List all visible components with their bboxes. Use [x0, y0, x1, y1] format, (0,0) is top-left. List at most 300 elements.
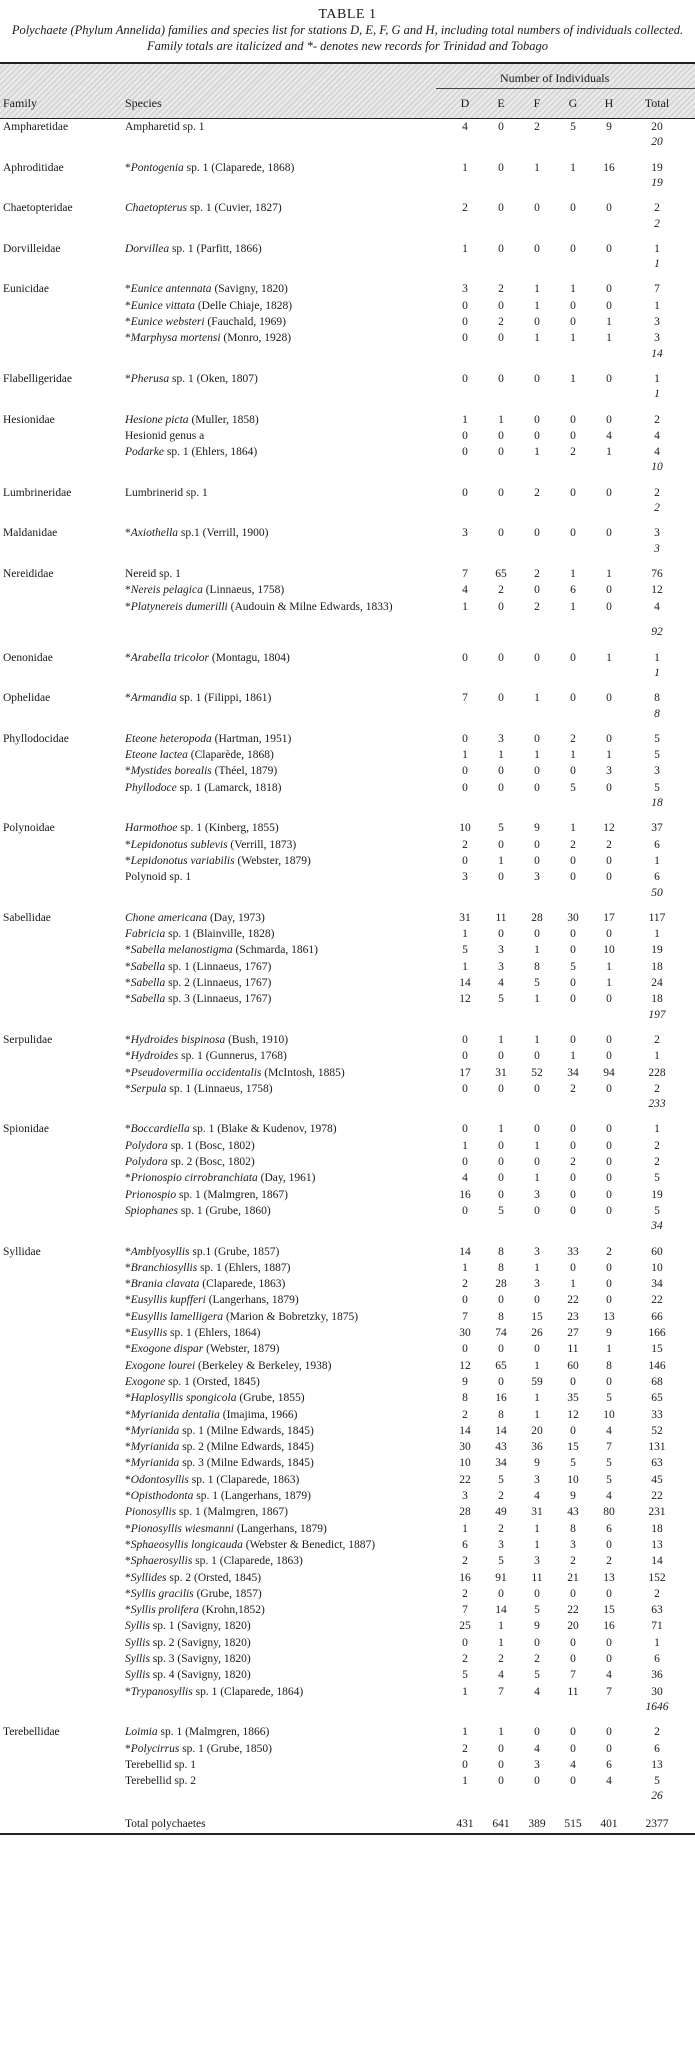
count-station-d: 1 — [462, 1775, 468, 1788]
species-name: Lumbrinerid sp. 1 — [125, 486, 208, 499]
count-station-e: 1 — [498, 854, 504, 867]
table-caption — [0, 6, 695, 54]
count-station-d: 14 — [459, 1245, 471, 1258]
count-station-d: 4 — [462, 121, 468, 133]
count-station-f: 4 — [534, 1742, 540, 1755]
species-name: Polydora sp. 2 (Bosc, 1802) — [125, 1156, 255, 1169]
count-station-e: 2 — [498, 1653, 504, 1666]
count-station-e: 1 — [498, 413, 504, 426]
count-station-d: 5 — [462, 1669, 468, 1682]
species-name: *Sabella sp. 3 (Linnaeus, 1767) — [125, 993, 272, 1006]
table-caption-text: Polychaete (Phylum Annelida) families and species list for stations D, E, F, G and H, including total numbers of individuals collected. Family totals are italicized and *- denotes new records for Trinidad and Tobago — [11, 23, 684, 53]
count-station-f: 2 — [534, 1653, 540, 1666]
count-station-h: 0 — [606, 299, 612, 312]
species-name: Ampharetid sp. 1 — [125, 121, 205, 133]
count-total: 34 — [651, 1278, 663, 1291]
count-station-h: 0 — [606, 1172, 612, 1185]
count-station-e: 0 — [498, 242, 504, 255]
count-total: 3 — [654, 332, 660, 345]
species-name: *Sabella sp. 1 (Linnaeus, 1767) — [125, 960, 272, 973]
species-name: Phyllodoce sp. 1 (Lamarck, 1818) — [125, 781, 282, 794]
count-total: 3 — [654, 527, 660, 540]
count-station-g: 22 — [567, 1604, 579, 1617]
count-station-h: 0 — [606, 993, 612, 1006]
count-station-g: 0 — [570, 1188, 576, 1201]
family-name: Terebellidae — [3, 1726, 60, 1739]
species-name: Syllis sp. 3 (Savigny, 1820) — [125, 1653, 251, 1666]
count-total: 19 — [651, 944, 663, 957]
species-name: *Trypanosyllis sp. 1 (Claparede, 1864) — [125, 1685, 304, 1698]
count-station-h: 0 — [606, 1742, 612, 1755]
count-station-f: 1 — [534, 1538, 540, 1551]
count-total: 1 — [654, 242, 660, 255]
count-total: 71 — [651, 1620, 663, 1633]
count-station-e: 0 — [498, 1758, 504, 1771]
count-station-e: 3 — [498, 944, 504, 957]
count-station-d: 8 — [462, 1392, 468, 1405]
count-station-h: 0 — [606, 1726, 612, 1739]
count-station-d: 0 — [462, 429, 468, 442]
count-station-f: 3 — [534, 1758, 540, 1771]
count-station-e: 0 — [498, 692, 504, 705]
count-station-h: 16 — [603, 161, 615, 174]
count-total: 13 — [651, 1538, 663, 1551]
count-total: 45 — [651, 1473, 663, 1486]
count-station-d: 1 — [462, 749, 468, 762]
species-name: *Lepidonotus variabilis (Webster, 1879) — [125, 854, 311, 867]
count-total: 2 — [654, 486, 660, 499]
count-total: 146 — [648, 1359, 666, 1372]
count-station-e: 0 — [498, 1172, 504, 1185]
species-name: Hesione picta (Muller, 1858) — [125, 413, 259, 426]
count-station-d: 0 — [462, 1758, 468, 1771]
species-name: *Sphaerosyllis sp. 1 (Claparede, 1863) — [125, 1555, 303, 1568]
count-station-e: 0 — [498, 1188, 504, 1201]
count-station-f: 0 — [534, 928, 540, 941]
count-station-e: 1 — [498, 1726, 504, 1739]
count-total: 22 — [651, 1294, 663, 1307]
count-station-d: 4 — [462, 584, 468, 597]
count-station-e: 5 — [498, 1555, 504, 1568]
count-station-d: 25 — [459, 1620, 471, 1633]
count-total: 68 — [651, 1375, 663, 1388]
species-name: *Myrianida sp. 2 (Milne Edwards, 1845) — [125, 1441, 314, 1454]
count-station-g: 0 — [570, 651, 576, 664]
count-station-g: 2 — [570, 1156, 576, 1169]
species-name: Prionospio sp. 1 (Malmgren, 1867) — [125, 1188, 288, 1201]
count-station-h: 4 — [606, 1490, 612, 1503]
count-station-d: 3 — [462, 1490, 468, 1503]
count-station-h: 15 — [603, 1604, 615, 1617]
species-name: *Syllis gracilis (Grube, 1857) — [125, 1587, 262, 1600]
count-station-d: 2 — [462, 1653, 468, 1666]
count-station-f: 0 — [534, 1775, 540, 1788]
count-station-f: 20 — [531, 1424, 543, 1437]
count-station-d: 2 — [462, 202, 468, 215]
count-station-d: 1 — [462, 242, 468, 255]
count-station-e: 3 — [498, 732, 504, 745]
count-total: 30 — [651, 1685, 663, 1698]
count-total: 20 — [651, 121, 663, 133]
count-station-e: 14 — [495, 1424, 507, 1437]
count-station-e: 0 — [498, 1775, 504, 1788]
count-station-d: 1 — [462, 161, 468, 174]
species-name: *Axiothella sp.1 (Verrill, 1900) — [125, 527, 269, 540]
count-total: 37 — [651, 822, 663, 835]
count-station-f: 1 — [534, 161, 540, 174]
count-total: 1 — [654, 854, 660, 867]
species-name: *Prionospio cirrobranchiata (Day, 1961) — [125, 1172, 316, 1185]
count-station-d: 1 — [462, 1139, 468, 1152]
count-station-g: 0 — [570, 1742, 576, 1755]
count-station-g: 0 — [570, 413, 576, 426]
count-station-e: 16 — [495, 1392, 507, 1405]
species-name: *Exogone dispar (Webster, 1879) — [125, 1343, 280, 1356]
count-station-d: 2 — [462, 1742, 468, 1755]
species-name: *Eusyllis kupfferi (Langerhans, 1879) — [125, 1294, 299, 1307]
species-name: *Serpula sp. 1 (Linnaeus, 1758) — [125, 1082, 273, 1095]
count-total: 6 — [654, 871, 660, 884]
count-station-g: 0 — [570, 1726, 576, 1739]
count-station-f: 11 — [531, 1571, 543, 1584]
count-station-e: 0 — [498, 600, 504, 613]
count-station-d: 0 — [462, 1082, 468, 1095]
species-name: Eteone lactea (Claparède, 1868) — [125, 749, 274, 762]
count-station-f: 0 — [534, 1204, 540, 1217]
count-station-d: 0 — [462, 1156, 468, 1169]
count-station-e: 65 — [495, 567, 507, 580]
count-station-g: 0 — [570, 527, 576, 540]
species-name: *Sphaeosyllis longicauda (Webster & Benedict, 1887) — [125, 1538, 376, 1551]
count-station-h: 0 — [606, 202, 612, 215]
count-station-g: 20 — [567, 1620, 579, 1633]
count-station-h: 1 — [606, 960, 612, 973]
count-station-g: 2 — [570, 838, 576, 851]
count-station-g: 0 — [570, 316, 576, 328]
count-station-d: 7 — [462, 692, 468, 705]
count-total: 6 — [654, 1742, 660, 1755]
species-name: *Pseudovermilia occidentalis (McIntosh, 1885) — [125, 1066, 345, 1079]
count-station-h: 1 — [606, 651, 612, 664]
count-station-e: 0 — [498, 871, 504, 884]
count-station-g: 0 — [570, 1375, 576, 1388]
count-station-h: 0 — [606, 1587, 612, 1600]
count-station-g: 23 — [567, 1310, 579, 1323]
species-name: *Haplosyllis spongicola (Grube, 1855) — [125, 1392, 305, 1405]
count-total: 1 — [654, 372, 660, 385]
family-name: Nereididae — [3, 567, 54, 580]
count-station-g: 43 — [567, 1506, 579, 1519]
count-station-d: 1 — [462, 413, 468, 426]
grand-total-station-d: 431 — [456, 1817, 474, 1830]
count-station-f: 0 — [534, 372, 540, 385]
grand-total-label: Total polychaetes — [125, 1817, 206, 1830]
species-name: *Armandia sp. 1 (Filippi, 1861) — [125, 692, 272, 705]
count-station-f: 5 — [534, 1604, 540, 1617]
count-station-g: 21 — [567, 1571, 579, 1584]
count-station-g: 3 — [570, 1538, 576, 1551]
count-station-e: 0 — [498, 372, 504, 385]
count-station-e: 91 — [495, 1571, 507, 1584]
count-total: 4 — [654, 446, 660, 459]
species-name: Polynoid sp. 1 — [125, 871, 192, 884]
count-total: 12 — [651, 584, 663, 597]
count-total: 60 — [651, 1245, 663, 1258]
count-station-f: 0 — [534, 1636, 540, 1649]
count-station-e: 0 — [498, 1082, 504, 1095]
count-station-g: 1 — [570, 1050, 576, 1063]
count-station-g: 1 — [570, 283, 576, 296]
count-station-f: 59 — [531, 1375, 543, 1388]
count-station-f: 3 — [534, 1188, 540, 1201]
count-station-g: 0 — [570, 1636, 576, 1649]
count-station-h: 0 — [606, 1538, 612, 1551]
species-name: *Nereis pelagica (Linnaeus, 1758) — [125, 584, 285, 597]
count-station-h: 0 — [606, 1204, 612, 1217]
family-total: 14 — [651, 347, 663, 360]
count-station-e: 1 — [498, 749, 504, 762]
count-station-e: 11 — [495, 911, 507, 924]
count-station-g: 0 — [570, 1261, 576, 1274]
count-station-h: 5 — [606, 1457, 612, 1470]
count-station-d: 14 — [459, 977, 471, 990]
family-total: 50 — [651, 886, 663, 899]
header-station-e: E — [497, 96, 505, 110]
family-name: Ampharetidae — [3, 121, 69, 133]
count-station-d: 0 — [462, 765, 468, 778]
count-station-h: 0 — [606, 283, 612, 296]
count-station-d: 28 — [459, 1506, 471, 1519]
family-name: Ophelidae — [3, 692, 51, 705]
count-station-e: 0 — [498, 332, 504, 345]
count-station-d: 3 — [462, 527, 468, 540]
count-total: 5 — [654, 1172, 660, 1185]
count-station-e: 0 — [498, 446, 504, 459]
species-name: *Sabella sp. 2 (Linnaeus, 1767) — [125, 977, 272, 990]
count-station-f: 1 — [534, 1261, 540, 1274]
count-station-h: 0 — [606, 600, 612, 613]
count-station-f: 28 — [531, 911, 543, 924]
count-station-g: 11 — [567, 1343, 579, 1356]
count-station-d: 0 — [462, 1204, 468, 1217]
count-station-d: 30 — [459, 1441, 471, 1454]
count-station-e: 34 — [495, 1457, 507, 1470]
species-name: *Hydroides sp. 1 (Gunnerus, 1768) — [125, 1050, 287, 1063]
count-total: 2 — [654, 202, 660, 215]
count-station-d: 10 — [459, 822, 471, 835]
count-station-g: 0 — [570, 1172, 576, 1185]
count-station-f: 0 — [534, 1587, 540, 1600]
species-name: Terebellid sp. 1 — [125, 1758, 197, 1771]
count-total: 36 — [651, 1669, 663, 1682]
count-station-e: 74 — [495, 1327, 507, 1340]
count-station-h: 0 — [606, 242, 612, 255]
family-total: 8 — [654, 707, 660, 720]
count-station-f: 0 — [534, 413, 540, 426]
count-station-h: 6 — [606, 1758, 612, 1771]
count-total: 117 — [648, 911, 666, 924]
count-station-e: 0 — [498, 429, 504, 442]
count-station-f: 0 — [534, 242, 540, 255]
count-station-h: 0 — [606, 781, 612, 794]
count-station-f: 1 — [534, 1408, 540, 1421]
count-station-f: 0 — [534, 1156, 540, 1169]
count-total: 4 — [654, 429, 660, 442]
species-name: Pionosyllis sp. 1 (Malmgren, 1867) — [125, 1506, 288, 1519]
count-station-f: 3 — [534, 871, 540, 884]
species-name: *Pionosyllis wiesmanni (Langerhans, 1879) — [125, 1522, 327, 1535]
count-station-e: 65 — [495, 1359, 507, 1372]
count-total: 66 — [651, 1310, 663, 1323]
count-station-f: 0 — [534, 1082, 540, 1095]
species-name: Syllis sp. 1 (Savigny, 1820) — [125, 1620, 251, 1633]
count-station-g: 1 — [570, 567, 576, 580]
count-total: 1 — [654, 1123, 660, 1136]
count-total: 3 — [654, 316, 660, 328]
count-station-d: 0 — [462, 486, 468, 499]
count-station-h: 13 — [603, 1571, 615, 1584]
count-station-d: 0 — [462, 1033, 468, 1046]
count-station-h: 1 — [606, 977, 612, 990]
count-station-e: 0 — [498, 202, 504, 215]
count-station-h: 2 — [606, 838, 612, 851]
count-total: 63 — [651, 1604, 663, 1617]
species-name: Terebellid sp. 2 — [125, 1775, 197, 1788]
count-station-h: 1 — [606, 749, 612, 762]
count-station-h: 12 — [603, 822, 615, 835]
count-total: 5 — [654, 781, 660, 794]
family-name: Sabellidae — [3, 911, 51, 924]
count-station-g: 0 — [570, 1653, 576, 1666]
count-station-g: 5 — [570, 960, 576, 973]
count-total: 4 — [654, 600, 660, 613]
count-station-e: 0 — [498, 1343, 504, 1356]
count-station-h: 1 — [606, 1343, 612, 1356]
count-station-f: 31 — [531, 1506, 543, 1519]
count-station-e: 43 — [495, 1441, 507, 1454]
count-station-d: 5 — [462, 944, 468, 957]
count-station-e: 49 — [495, 1506, 507, 1519]
count-station-h: 4 — [606, 1669, 612, 1682]
count-station-d: 16 — [459, 1571, 471, 1584]
count-station-h: 16 — [603, 1620, 615, 1633]
count-station-f: 8 — [534, 960, 540, 973]
count-station-g: 1 — [570, 161, 576, 174]
count-station-d: 0 — [462, 332, 468, 345]
count-station-e: 2 — [498, 1490, 504, 1503]
count-station-g: 33 — [567, 1245, 579, 1258]
count-station-f: 36 — [531, 1441, 543, 1454]
count-station-g: 0 — [570, 854, 576, 867]
count-station-g: 0 — [570, 1139, 576, 1152]
species-name: Podarke sp. 1 (Ehlers, 1864) — [125, 446, 258, 459]
count-station-g: 2 — [570, 1555, 576, 1568]
count-station-h: 4 — [606, 429, 612, 442]
count-total: 152 — [648, 1571, 666, 1584]
count-station-d: 22 — [459, 1473, 471, 1486]
count-station-h: 0 — [606, 692, 612, 705]
count-station-f: 1 — [534, 993, 540, 1006]
count-total: 18 — [651, 993, 663, 1006]
count-station-f: 1 — [534, 299, 540, 312]
count-station-f: 0 — [534, 781, 540, 794]
count-station-h: 10 — [603, 1408, 615, 1421]
count-total: 13 — [651, 1758, 663, 1771]
count-station-g: 1 — [570, 600, 576, 613]
species-name: *Lepidonotus sublevis (Verrill, 1873) — [125, 838, 297, 851]
grand-total-station-f: 389 — [528, 1817, 546, 1830]
count-station-h: 4 — [606, 1424, 612, 1437]
count-total: 1 — [654, 1050, 660, 1063]
species-name: Hesionid genus a — [125, 429, 205, 442]
count-total: 131 — [648, 1441, 666, 1454]
count-station-h: 0 — [606, 413, 612, 426]
species-name: *Mystides borealis (Théel, 1879) — [125, 765, 278, 778]
species-name: *Myrianida sp. 3 (Milne Edwards, 1845) — [125, 1457, 314, 1470]
count-station-d: 30 — [459, 1327, 471, 1340]
count-total: 15 — [651, 1343, 663, 1356]
species-name: *Branchiosyllis sp. 1 (Ehlers, 1887) — [125, 1261, 291, 1274]
count-total: 22 — [651, 1490, 663, 1503]
count-station-d: 1 — [462, 1261, 468, 1274]
count-station-g: 2 — [570, 732, 576, 745]
count-total: 166 — [648, 1327, 666, 1340]
count-station-e: 4 — [498, 1669, 504, 1682]
header-rule — [436, 88, 695, 89]
count-station-h: 10 — [603, 944, 615, 957]
count-station-h: 0 — [606, 486, 612, 499]
count-station-f: 1 — [534, 332, 540, 345]
species-name: *Platynereis dumerilli (Audouin & Milne Edwards, 1833) — [125, 600, 393, 613]
count-station-d: 2 — [462, 1555, 468, 1568]
count-station-d: 1 — [462, 960, 468, 973]
table-bottom-rule — [0, 1833, 695, 1835]
count-station-d: 12 — [459, 993, 471, 1006]
grand-total-station-g: 515 — [564, 1817, 582, 1830]
count-station-d: 9 — [462, 1375, 468, 1388]
count-station-d: 0 — [462, 1294, 468, 1307]
family-name: Chaetopteridae — [3, 202, 73, 215]
count-total: 6 — [654, 838, 660, 851]
count-total: 33 — [651, 1408, 663, 1421]
family-name: Phyllodocidae — [3, 732, 69, 745]
species-name: Fabricia sp. 1 (Blainville, 1828) — [125, 928, 275, 941]
count-station-h: 0 — [606, 1156, 612, 1169]
family-total: 20 — [651, 136, 663, 149]
count-station-f: 0 — [534, 527, 540, 540]
count-station-h: 5 — [606, 1473, 612, 1486]
count-station-d: 0 — [462, 1343, 468, 1356]
count-station-g: 7 — [570, 1669, 576, 1682]
species-name: *Polycirrus sp. 1 (Grube, 1850) — [125, 1742, 272, 1755]
count-station-e: 2 — [498, 1522, 504, 1535]
species-name: *Opisthodonta sp. 1 (Langerhans, 1879) — [125, 1490, 311, 1503]
count-station-e: 0 — [498, 838, 504, 851]
count-station-g: 5 — [570, 121, 576, 133]
count-total: 2 — [654, 1082, 660, 1095]
species-name: Nereid sp. 1 — [125, 567, 181, 580]
count-station-g: 8 — [570, 1522, 576, 1535]
count-total: 1 — [654, 651, 660, 664]
family-total: 34 — [651, 1220, 663, 1233]
count-station-g: 0 — [570, 1033, 576, 1046]
count-station-d: 0 — [462, 854, 468, 867]
count-station-g: 0 — [570, 692, 576, 705]
count-station-e: 0 — [498, 765, 504, 778]
count-station-g: 30 — [567, 911, 579, 924]
count-station-e: 0 — [498, 781, 504, 794]
count-total: 231 — [648, 1506, 666, 1519]
